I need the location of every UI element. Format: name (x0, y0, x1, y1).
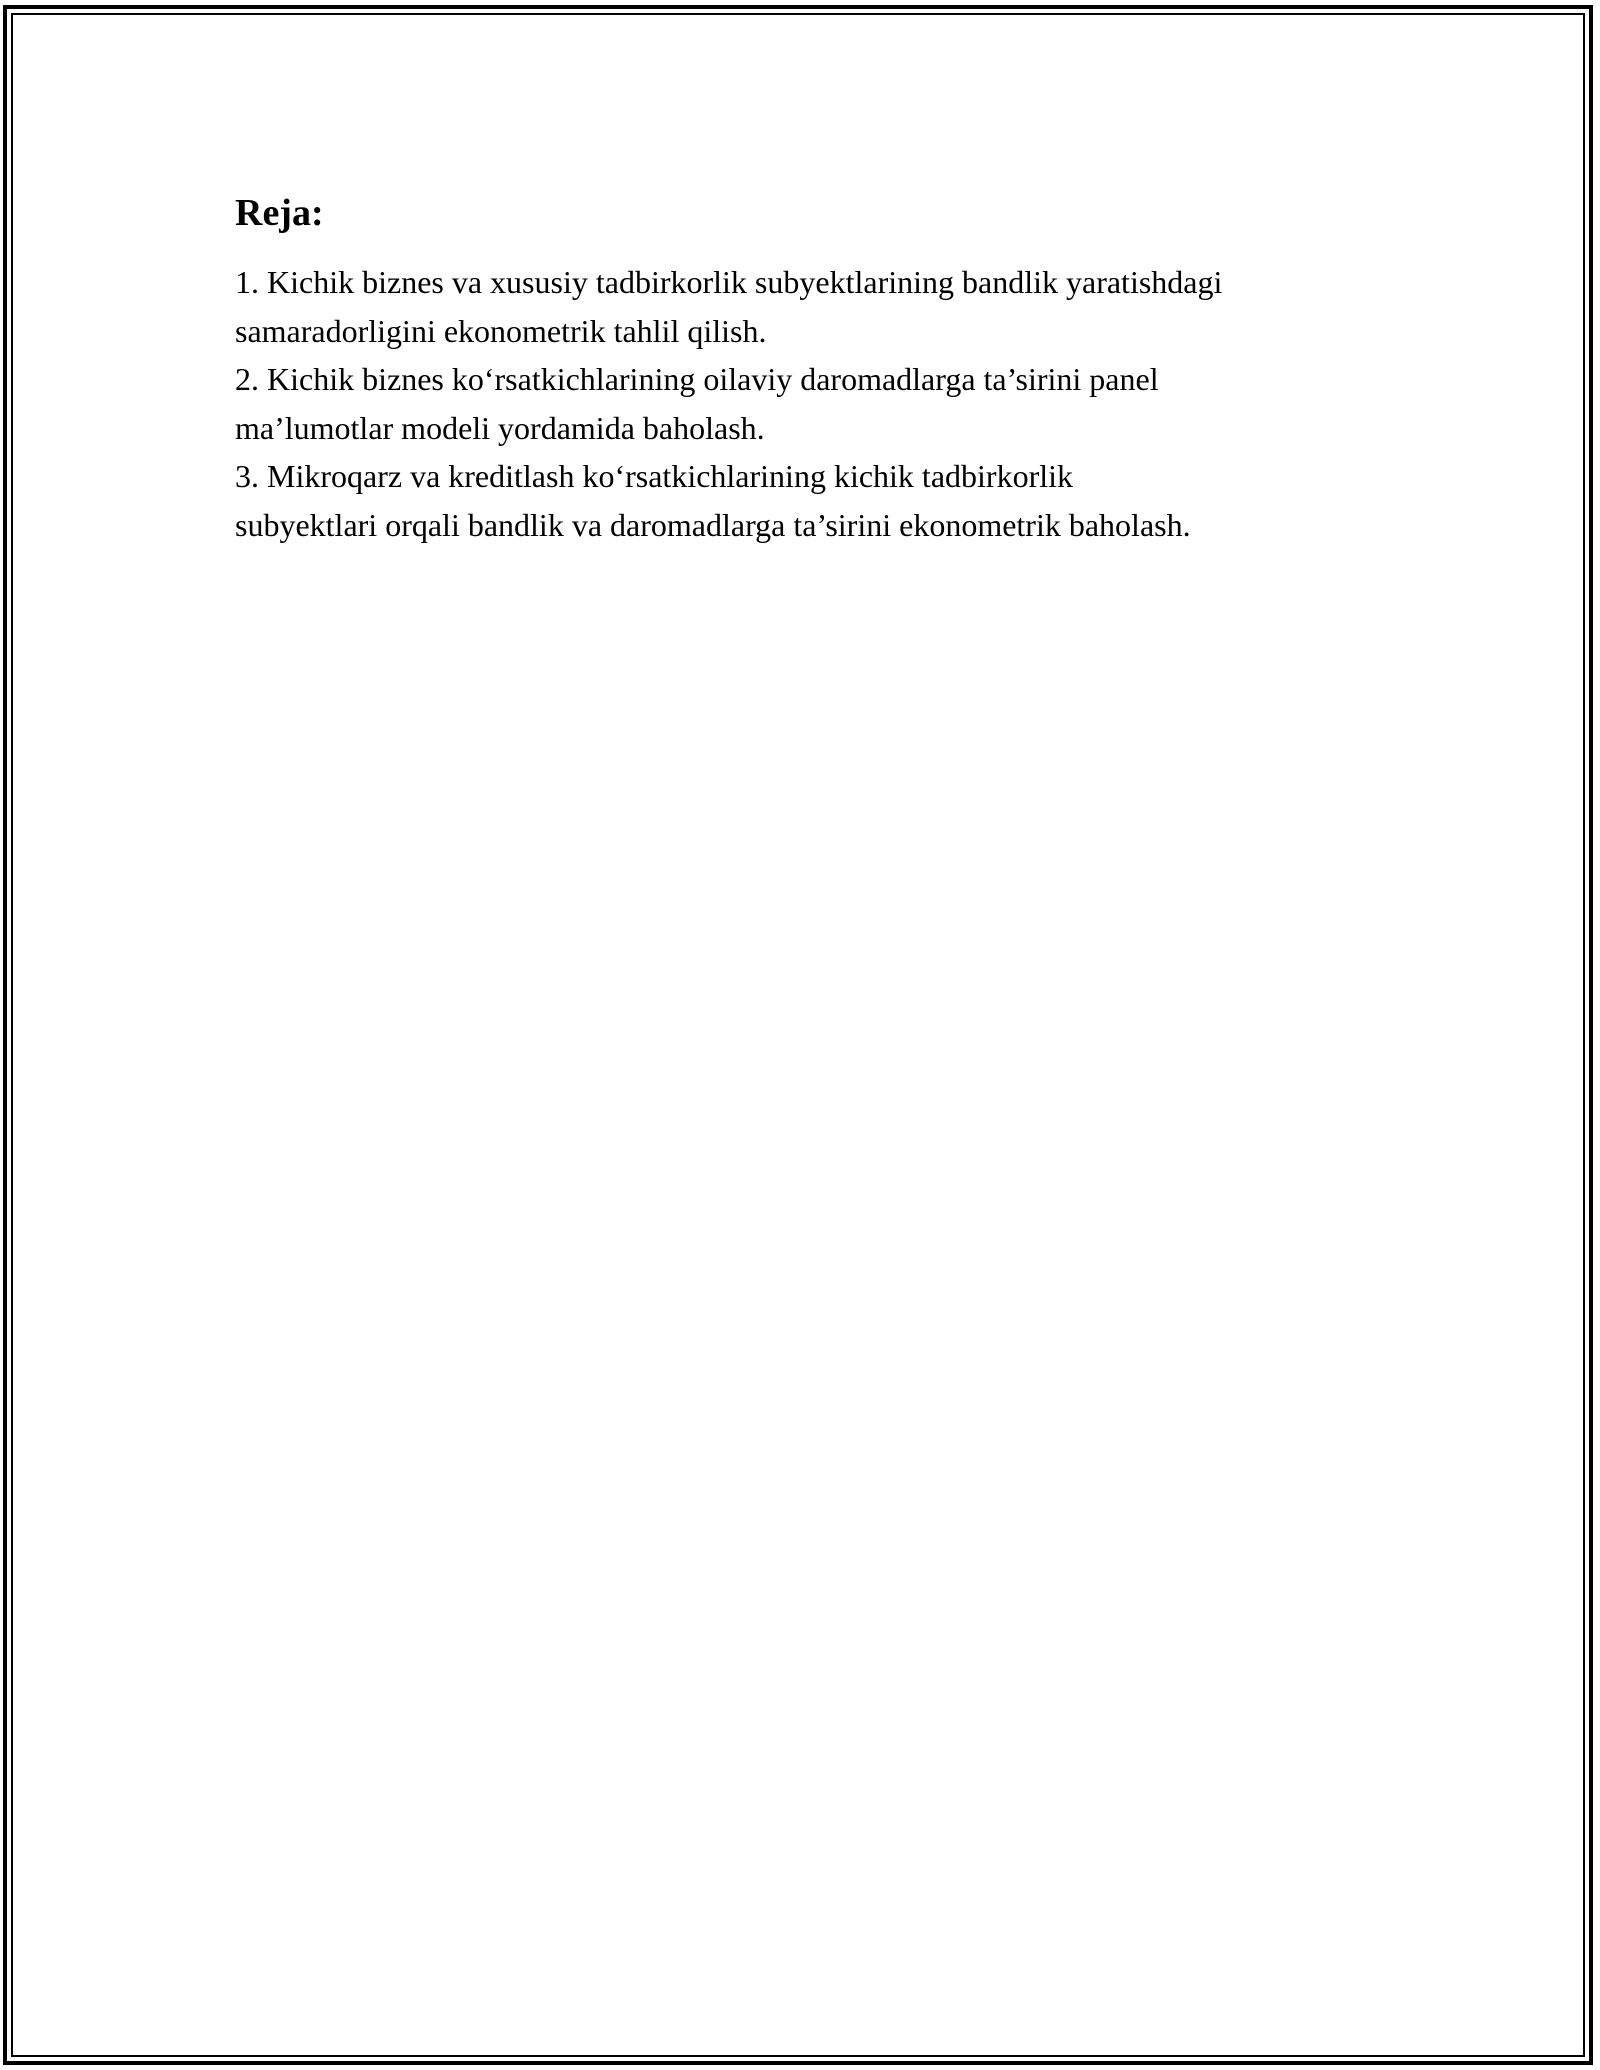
plan-item-1-line-2: samaradorligini ekonometrik tahlil qilish. (235, 312, 767, 349)
plan-item-2-line-1: 2. Kichik biznes ko‘rsatkichlarining oilaviy daromadlarga ta’sirini panel (235, 361, 1159, 397)
plan-item-2-line-2: ma’lumotlar modeli yordamida baholash. (235, 409, 765, 446)
document-body (235, 188, 1415, 549)
plan-item-1 (235, 258, 1415, 355)
plan-item-1-line-1: 1. Kichik biznes va xususiy tadbirkorlik subyektlarining bandlik yaratishdagi (235, 264, 1223, 300)
plan-item-3-line-2: subyektlari orqali bandlik va daromadlarga ta’sirini ekonometrik baholash. (235, 506, 1191, 543)
plan-item-2 (235, 355, 1415, 452)
plan-item-3 (235, 452, 1415, 549)
plan-item-3-line-1: 3. Mikroqarz va kreditlash ko‘rsatkichlarining kichik tadbirkorlik (235, 458, 1073, 494)
plan-title: Reja: (235, 192, 324, 234)
plan-list (235, 258, 1415, 549)
